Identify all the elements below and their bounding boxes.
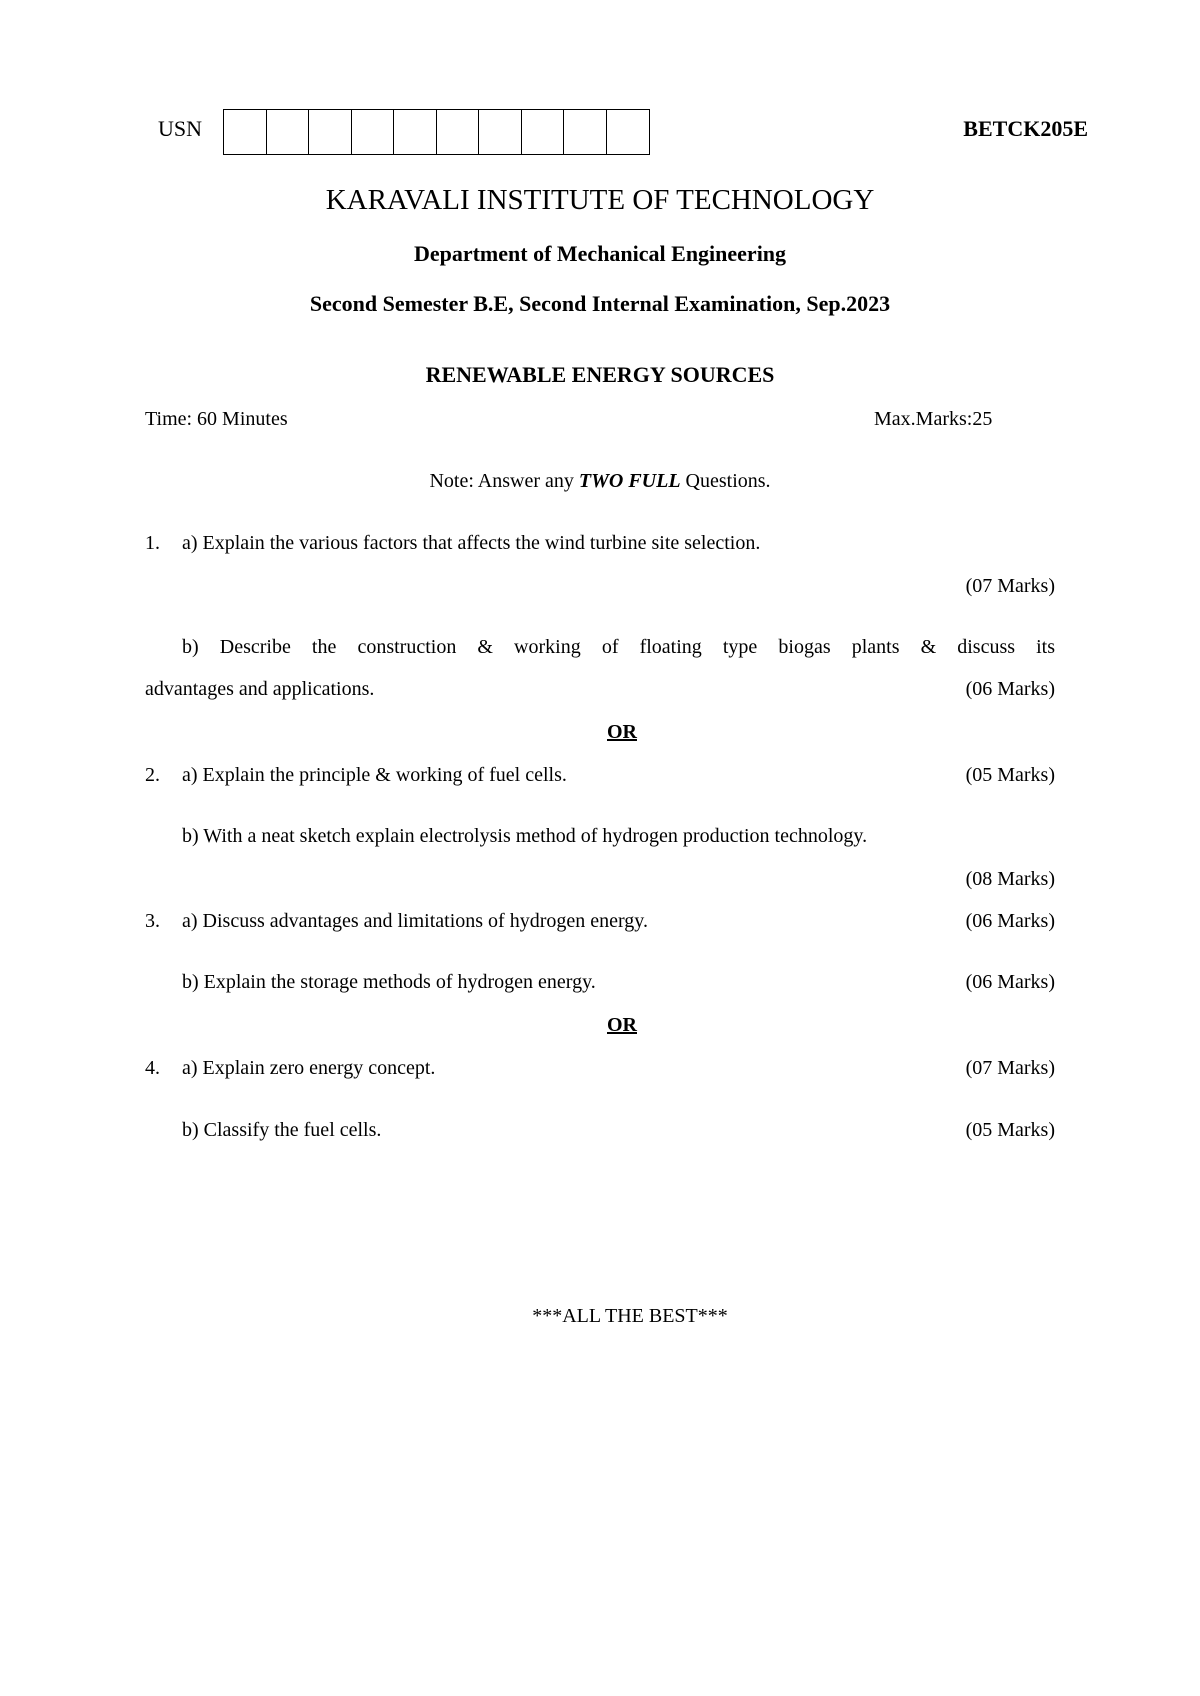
usn-entry-boxes — [223, 109, 650, 155]
question-1b-line2: advantages and applications. — [145, 678, 375, 700]
question-number: 4. — [145, 1057, 160, 1079]
usn-box — [564, 110, 607, 154]
marks-2b: (08 Marks) — [965, 868, 1055, 890]
time-allowed: Time: 60 Minutes — [145, 408, 288, 430]
question-number: 3. — [145, 910, 160, 932]
instructions-note — [0, 470, 1200, 493]
question-number: 2. — [145, 764, 160, 786]
question-number: 1. — [145, 532, 160, 554]
marks-3a: (06 Marks) — [965, 910, 1055, 932]
paper-code: BETCK205E — [963, 116, 1088, 141]
question-4a: a) Explain zero energy concept. — [182, 1057, 436, 1079]
or-separator: OR — [607, 721, 637, 743]
exam-title: Second Semester B.E, Second Internal Examination, Sep.2023 — [309, 291, 891, 316]
question-2a: a) Explain the principle & working of fuel cells. — [182, 764, 567, 786]
department-name: Department of Mechanical Engineering — [413, 241, 787, 266]
institute-name: KARAVALI INSTITUTE OF TECHNOLOGY — [325, 184, 875, 216]
usn-box — [267, 110, 310, 154]
marks-4b: (05 Marks) — [965, 1119, 1055, 1141]
usn-box — [309, 110, 352, 154]
marks-2a: (05 Marks) — [965, 764, 1055, 786]
usn-box — [224, 110, 267, 154]
usn-box — [394, 110, 437, 154]
question-3b: b) Explain the storage methods of hydrogen energy. — [182, 971, 596, 993]
question-2b: b) With a neat sketch explain electrolysis method of hydrogen production technology. — [182, 825, 868, 847]
usn-box — [352, 110, 395, 154]
marks-3b: (06 Marks) — [965, 971, 1055, 993]
max-marks: Max.Marks:25 — [874, 408, 993, 430]
usn-box — [479, 110, 522, 154]
note-suffix: Questions. — [680, 470, 771, 492]
usn-label: USN — [158, 116, 203, 141]
note-prefix: Note: Answer any — [429, 470, 579, 492]
question-3a: a) Discuss advantages and limitations of hydrogen energy. — [182, 910, 648, 932]
usn-box — [607, 110, 650, 154]
or-separator: OR — [607, 1014, 637, 1036]
usn-box — [522, 110, 565, 154]
marks-1b: (06 Marks) — [965, 678, 1055, 700]
usn-box — [437, 110, 480, 154]
marks-4a: (07 Marks) — [965, 1057, 1055, 1079]
question-1b-line1: b) Describe the construction & working of floating type biogas plants & discuss its — [182, 636, 1055, 658]
closing-message: ***ALL THE BEST*** — [532, 1305, 728, 1327]
note-emphasis: TWO FULL — [578, 470, 681, 492]
marks-1a: (07 Marks) — [965, 575, 1055, 597]
subject-title: RENEWABLE ENERGY SOURCES — [425, 362, 775, 387]
question-4b: b) Classify the fuel cells. — [182, 1119, 382, 1141]
question-1a: a) Explain the various factors that affects the wind turbine site selection. — [182, 532, 761, 554]
